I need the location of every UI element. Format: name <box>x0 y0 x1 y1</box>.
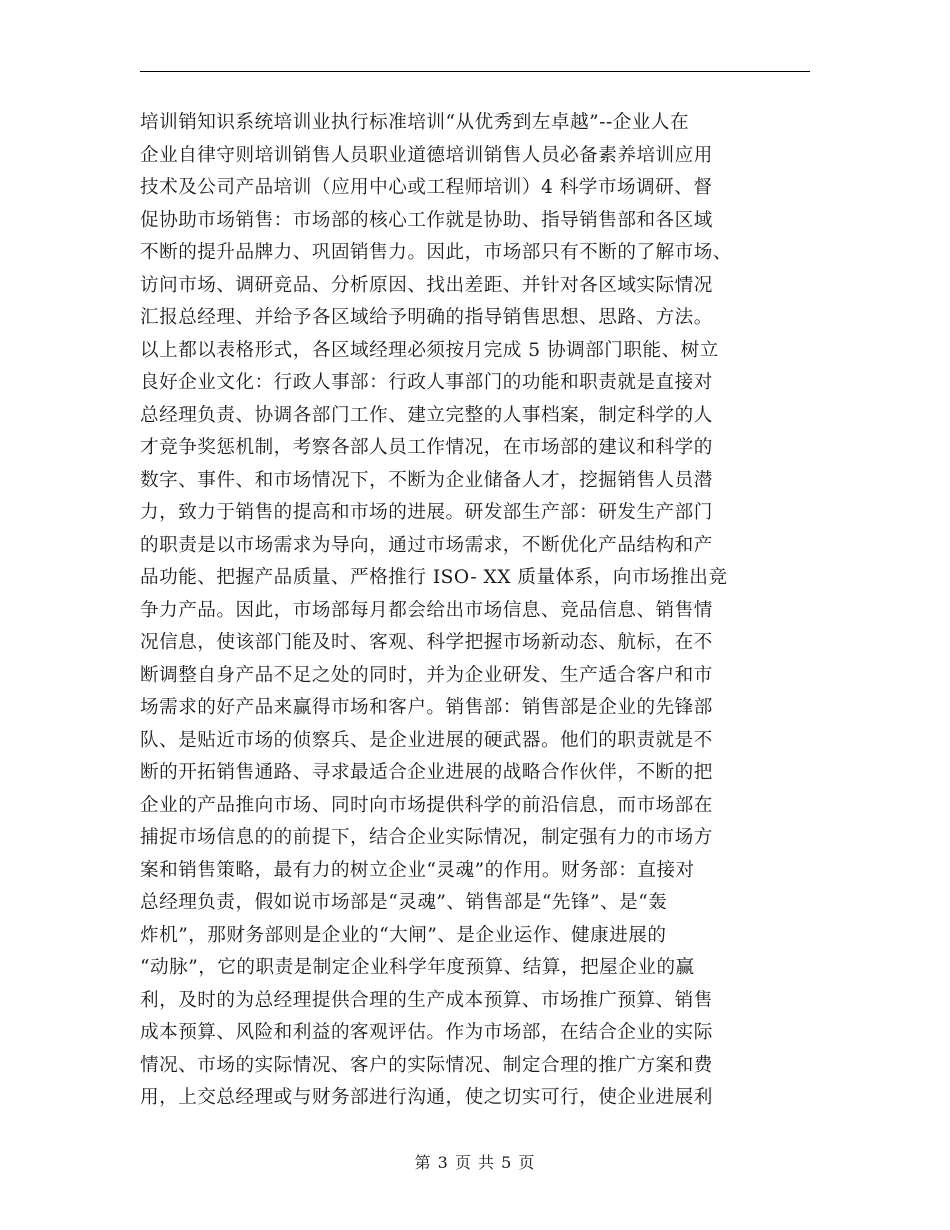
body-line: 成本预算、风险和利益的客观评估。作为市场部，在结合企业的实际 <box>140 1022 713 1043</box>
body-line: 良好企业文化：行政人事部：行政人事部门的功能和职责就是直接对 <box>140 372 713 393</box>
body-line: 企业的产品推向市场、同时向市场提供科学的前沿信息，而市场部在 <box>140 794 713 816</box>
body-line: 技术及公司产品培训（应用中心或工程师培训）4 科学市场调研、督 <box>140 177 713 198</box>
body-text <box>140 107 820 1115</box>
body-line: 的职责是以市场需求为导向，通过市场需求，不断优化产品结构和产 <box>140 534 713 556</box>
body-line: 争力产品。因此，市场部每月都会给出市场信息、竞品信息、销售情 <box>140 599 713 621</box>
body-line: 不断的提升品牌力、巩固销售力。因此，市场部只有不断的了解市场、 <box>140 242 732 263</box>
body-line: 力，致力于销售的提高和市场的进展。研发部生产部：研发生产部门 <box>140 502 713 523</box>
body-line: 案和销售策略，最有力的树立企业“灵魂”的作用。财务部：直接对 <box>140 859 695 881</box>
body-line: 断调整自身产品不足之处的同时，并为企业研发、生产适合客户和市 <box>140 664 713 686</box>
body-line: 企业自律守则培训销售人员职业道德培训销售人员必备素养培训应用 <box>140 144 713 166</box>
body-line: 用，上交总经理或与财务部进行沟通，使之切实可行，使企业进展利 <box>140 1087 713 1108</box>
body-line: 访问市场、调研竞品、分析原因、找出差距、并针对各区域实际情况 <box>140 274 713 296</box>
body-line: 利，及时的为总经理提供合理的生产成本预算、市场推广预算、销售 <box>140 989 713 1011</box>
body-line: 总经理负责、协调各部门工作、建立完整的人事档案，制定科学的人 <box>140 404 713 426</box>
body-line: 品功能、把握产品质量、严格推行 ISO- XX 质量体系，向市场推出竞 <box>140 567 728 588</box>
page-footer: 第 3 页 共 5 页 <box>414 1153 536 1172</box>
body-line: 汇报总经理、并给予各区域给予明确的指导销售思想、思路、方法。 <box>140 307 713 328</box>
header-rule <box>140 71 810 72</box>
body-line: 况信息，使该部门能及时、客观、科学把握市场新动态、航标，在不 <box>140 632 713 653</box>
body-line: 培训销知识系统培训业执行标准培训“从优秀到左卓越”--企业人在 <box>140 112 690 133</box>
body-line: 捕捉市场信息的的前提下，结合企业实际情况，制定强有力的市场方 <box>140 827 713 848</box>
body-line: 队、是贴近市场的侦察兵、是企业进展的硬武器。他们的职责就是不 <box>140 729 713 751</box>
body-line: 促协助市场销售：市场部的核心工作就是协助、指导销售部和各区域 <box>140 209 713 231</box>
body-line: “动脉”，它的职责是制定企业科学年度预算、结算，把屋企业的赢 <box>140 957 695 978</box>
body-line: 总经理负责，假如说市场部是“灵魂”、销售部是“先锋”、是“轰 <box>140 892 668 913</box>
body-line: 情况、市场的实际情况、客户的实际情况、制定合理的推广方案和费 <box>140 1054 713 1076</box>
body-line: 以上都以表格形式，各区域经理必须按月完成 5 协调部门职能、树立 <box>140 339 719 361</box>
body-line: 才竞争奖惩机制，考察各部人员工作情况，在市场部的建议和科学的 <box>140 437 713 458</box>
body-line: 炸机”，那财务部则是企业的“大闸”、是企业运作、健康进展的 <box>140 924 667 946</box>
body-line: 场需求的好产品来赢得市场和客户。销售部：销售部是企业的先锋部 <box>140 697 713 718</box>
body-line: 数字、事件、和市场情况下，不断为企业储备人才，挖掘销售人员潜 <box>140 469 713 491</box>
body-line: 断的开拓销售通路、寻求最适合企业进展的战略合作伙伴，不断的把 <box>140 762 713 783</box>
